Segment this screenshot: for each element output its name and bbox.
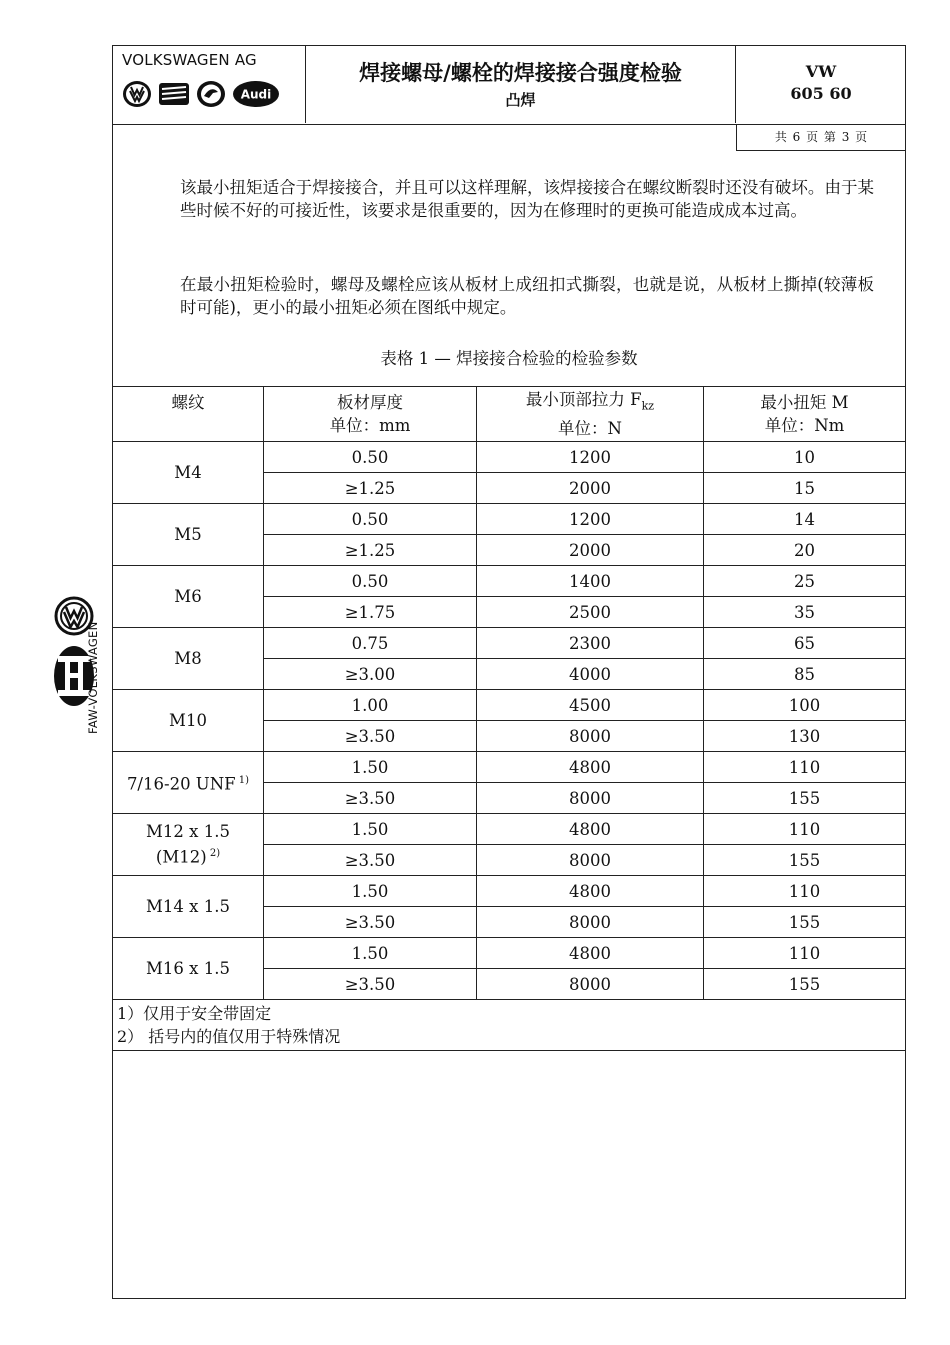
thread-label: M16 x 1.5 [146,958,230,978]
thickness-cell: ≥1.75 [264,597,477,628]
company-name: VOLKSWAGEN AG [122,51,257,69]
thickness-cell: 1.50 [264,876,477,907]
thickness-cell: 0.50 [264,504,477,535]
torque-cell: 100 [704,690,906,721]
footnote-2: 2） 括号内的值仅用于特殊情况 [117,1027,341,1046]
header-title-block [306,45,736,123]
thread-cell [113,938,264,1000]
table-row [113,938,906,969]
footnote-1: 1）仅用于安全带固定 [117,1004,272,1023]
header-thickness-label: 板材厚度 [337,393,403,412]
footnote-marker: 1) [235,774,250,786]
thickness-cell: 1.50 [264,814,477,845]
table-row [113,442,906,473]
force-cell: 8000 [477,907,704,938]
thread-label: M6 [174,586,202,606]
thread-cell [113,752,264,814]
torque-cell: 14 [704,504,906,535]
force-cell: 2500 [477,597,704,628]
table-row [113,690,906,721]
thread-cell [113,814,264,876]
thread-label: M12 x 1.5 [146,821,230,841]
document-title: 焊接螺母/螺栓的焊接接合强度检验 [359,61,682,85]
footnote-row [113,1000,906,1051]
skoda-logo-icon [196,80,226,108]
force-cell: 4000 [477,659,704,690]
force-cell: 4800 [477,938,704,969]
torque-cell: 155 [704,969,906,1000]
table-row [113,566,906,597]
torque-cell: 25 [704,566,906,597]
table-header-row [113,387,906,442]
document-subtitle: 凸焊 [505,91,536,109]
torque-cell: 155 [704,845,906,876]
table-row [113,814,906,845]
faw-vw-side-logo [48,594,116,734]
parameter-table [112,386,906,1051]
thread-label-alt: (M12) [155,847,207,867]
table-caption: 表格 1 — 焊接接合检验的检验参数 [380,349,638,368]
torque-cell: 65 [704,628,906,659]
torque-cell: 110 [704,876,906,907]
torque-cell: 110 [704,752,906,783]
footnote-cell [113,1000,906,1051]
document-header [112,45,906,125]
torque-cell: 130 [704,721,906,752]
thickness-cell: ≥3.50 [264,783,477,814]
thickness-cell: 0.75 [264,628,477,659]
side-brand-text: FAW-VOLKSWAGEN [86,621,100,734]
table-row [113,504,906,535]
page-info: 共 6 页 第 3 页 [736,125,906,151]
thread-cell [113,566,264,628]
standard-code-line1: VW [805,62,837,81]
force-cell: 2000 [477,473,704,504]
thickness-cell: 1.50 [264,938,477,969]
thickness-cell: ≥3.50 [264,721,477,752]
force-cell: 4800 [477,814,704,845]
thread-cell [113,504,264,566]
header-thread-label: 螺纹 [171,393,205,412]
header-company-block [112,45,306,123]
table-row [113,876,906,907]
thread-cell [113,442,264,504]
seat-logo-icon [158,80,190,108]
torque-cell: 20 [704,535,906,566]
header-force-label: 最小顶部拉力 F [525,389,642,409]
table-row [113,628,906,659]
force-cell: 8000 [477,969,704,1000]
torque-cell: 35 [704,597,906,628]
thread-label: M14 x 1.5 [146,896,230,916]
torque-cell: 155 [704,907,906,938]
thickness-cell: ≥1.25 [264,473,477,504]
thickness-cell: 1.00 [264,690,477,721]
thread-label: M4 [174,462,202,482]
torque-cell: 110 [704,814,906,845]
table-row [113,752,906,783]
thread-label: M10 [169,710,207,730]
table-body [113,442,906,1000]
torque-cell: 15 [704,473,906,504]
thickness-cell: ≥1.25 [264,535,477,566]
force-cell: 8000 [477,783,704,814]
paragraph-1: 该最小扭矩适合于焊接接合，并且可以这样理解，该焊接接合在螺纹断裂时还没有破坏。由于某些时候不好的可接近性，该要求是很重要的，因为在修理时的更换可能造成成本过高。 [180,178,874,220]
thickness-cell: 0.50 [264,566,477,597]
header-force [477,387,704,442]
force-cell: 2000 [477,535,704,566]
header-code-block [736,45,906,123]
header-torque-label: 最小扭矩 M [760,393,849,412]
header-force-subscript: kz [641,399,655,413]
thread-cell [113,876,264,938]
force-cell: 4800 [477,876,704,907]
standard-code-line2: 605 60 [790,84,852,103]
header-force-unit: 单位：N [558,419,622,439]
header-torque-unit: 单位：Nm [764,416,845,435]
vw-logo-icon [122,80,152,108]
thread-cell [113,690,264,752]
torque-cell: 110 [704,938,906,969]
header-torque [704,387,906,442]
header-thickness-unit: 单位：mm [329,416,411,435]
force-cell: 8000 [477,721,704,752]
standard-code [736,61,906,105]
audi-logo-icon [232,80,280,108]
paragraph-2: 在最小扭矩检验时，螺母及螺栓应该从板材上成纽扣式撕裂，也就是说，从板材上撕掉(较薄板时可能)，更小的最小扭矩必须在图纸中规定。 [180,275,874,317]
force-cell: 4800 [477,752,704,783]
force-cell: 2300 [477,628,704,659]
force-cell: 1400 [477,566,704,597]
brand-logos [122,80,280,108]
thickness-cell: ≥3.50 [264,969,477,1000]
thread-label: 7/16-20 UNF [126,774,236,794]
thickness-cell: 0.50 [264,442,477,473]
force-cell: 1200 [477,504,704,535]
thickness-cell: ≥3.00 [264,659,477,690]
force-cell: 1200 [477,442,704,473]
header-thickness [264,387,477,442]
thread-label: M8 [174,648,202,668]
torque-cell: 85 [704,659,906,690]
torque-cell: 10 [704,442,906,473]
torque-cell: 155 [704,783,906,814]
thread-label: M5 [174,524,202,544]
footnote-marker: 2) [206,847,221,859]
force-cell: 8000 [477,845,704,876]
svg-text:Audi: Audi [240,87,272,102]
thickness-cell: ≥3.50 [264,907,477,938]
force-cell: 4500 [477,690,704,721]
header-thread [113,387,264,442]
thread-cell [113,628,264,690]
thickness-cell: ≥3.50 [264,845,477,876]
thickness-cell: 1.50 [264,752,477,783]
